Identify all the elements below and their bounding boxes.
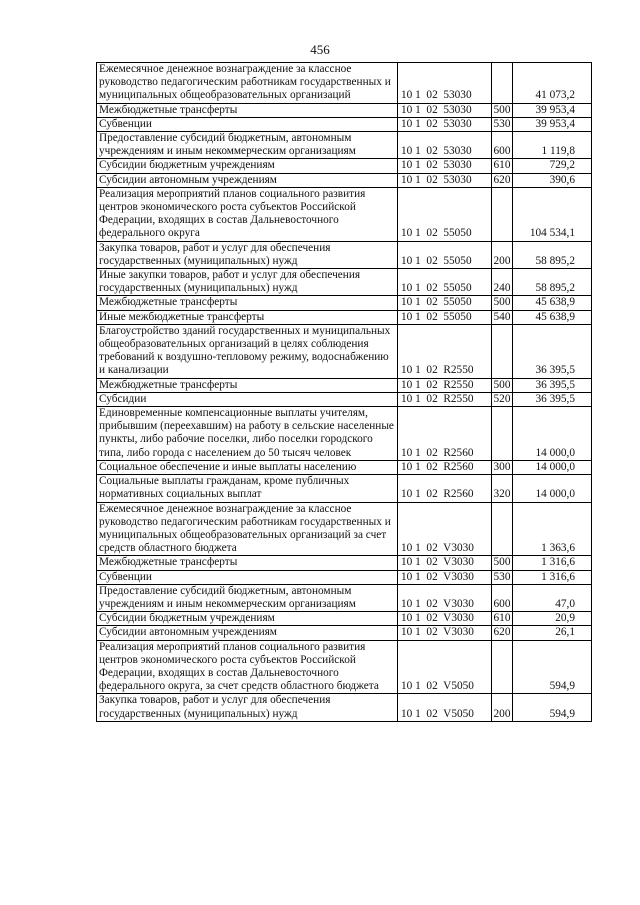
row-name-cell: Единовременные компенсационные выплаты учителям, прибывшим (переехавшим) на работу в сельские населенные пункты, либо рабочие поселки, либо поселки городского типа, либо города с населением до 50 тысяч человек [97,407,398,461]
table-row [97,612,592,626]
row-name-cell: Субсидии автономным учреждениям [97,626,398,640]
row-sum-cell: 1 316,6 [513,570,592,584]
row-sum-cell: 14 000,0 [513,475,592,502]
row-code-cell: 10 1 02 V3030 [398,556,492,570]
budget-table [96,62,592,722]
row-expense-type-cell [492,324,513,378]
table-row [97,626,592,640]
row-code-cell: 10 1 02 53030 [398,63,492,104]
table-row [97,173,592,187]
row-sum-cell: 45 638,9 [513,310,592,324]
row-expense-type-cell [492,640,513,694]
row-name-cell: Иные межбюджетные трансферты [97,310,398,324]
row-name-cell: Ежемесячное денежное вознаграждение за классное руководство педагогическим работникам государственных и муниципальных общеобразовательных организаций [97,63,398,104]
row-code-cell: 10 1 02 R2550 [398,378,492,392]
row-expense-type-cell: 530 [492,570,513,584]
row-name-cell: Межбюджетные трансферты [97,378,398,392]
row-expense-type-cell: 500 [492,296,513,310]
row-name-cell: Субсидии автономным учреждениям [97,173,398,187]
row-expense-type-cell [492,63,513,104]
row-sum-cell: 14 000,0 [513,460,592,474]
row-code-cell: 10 1 02 V3030 [398,570,492,584]
row-expense-type-cell: 520 [492,392,513,406]
row-expense-type-cell [492,187,513,241]
row-expense-type-cell: 600 [492,132,513,159]
row-name-cell: Благоустройство зданий государственных и муниципальных общеобразовательных организаций в целях соблюдения требований к воздушно-тепловому режиму, водоснабжению и канализации [97,324,398,378]
row-expense-type-cell: 300 [492,460,513,474]
row-code-cell: 10 1 02 53030 [398,173,492,187]
row-name-cell: Иные закупки товаров, работ и услуг для обеспечения государственных (муниципальных) нужд [97,269,398,296]
row-code-cell: 10 1 02 V5050 [398,640,492,694]
row-code-cell: 10 1 02 53030 [398,117,492,131]
row-expense-type-cell: 600 [492,584,513,611]
table-row [97,694,592,721]
row-name-cell: Предоставление субсидий бюджетным, автономным учреждениям и иным некоммерческим организациям [97,584,398,611]
row-name-cell: Субвенции [97,570,398,584]
row-code-cell: 10 1 02 V3030 [398,584,492,611]
row-code-cell: 10 1 02 R2560 [398,460,492,474]
row-expense-type-cell [492,502,513,556]
row-code-cell: 10 1 02 55050 [398,296,492,310]
row-code-cell: 10 1 02 V5050 [398,694,492,721]
row-sum-cell: 36 395,5 [513,378,592,392]
row-sum-cell: 729,2 [513,159,592,173]
table-row [97,241,592,268]
row-sum-cell: 1 363,6 [513,502,592,556]
row-expense-type-cell: 500 [492,556,513,570]
table-row [97,640,592,694]
row-name-cell: Субсидии [97,392,398,406]
row-name-cell: Межбюджетные трансферты [97,296,398,310]
row-code-cell: 10 1 02 V3030 [398,626,492,640]
row-sum-cell: 39 953,4 [513,103,592,117]
table-row [97,132,592,159]
row-name-cell: Субсидии бюджетным учреждениям [97,159,398,173]
row-expense-type-cell [492,407,513,461]
row-sum-cell: 594,9 [513,640,592,694]
row-sum-cell: 36 395,5 [513,324,592,378]
table-row [97,460,592,474]
row-expense-type-cell: 320 [492,475,513,502]
budget-table-body [97,63,592,722]
row-code-cell: 10 1 02 V3030 [398,502,492,556]
row-name-cell: Реализация мероприятий планов социального развития центров экономического роста субъектов Российской Федерации, входящих в состав Дальневосточного федерального округа [97,187,398,241]
table-row [97,187,592,241]
row-name-cell: Субсидии бюджетным учреждениям [97,612,398,626]
row-code-cell: 10 1 02 V3030 [398,612,492,626]
row-name-cell: Социальное обеспечение и иные выплаты населению [97,460,398,474]
row-expense-type-cell: 200 [492,694,513,721]
table-row [97,310,592,324]
row-code-cell: 10 1 02 R2550 [398,324,492,378]
row-sum-cell: 104 534,1 [513,187,592,241]
row-code-cell: 10 1 02 53030 [398,159,492,173]
row-expense-type-cell: 240 [492,269,513,296]
row-code-cell: 10 1 02 R2560 [398,475,492,502]
row-name-cell: Ежемесячное денежное вознаграждение за классное руководство педагогическим работникам государственных и муниципальных общеобразовательных организаций за счет средств областного бюджета [97,502,398,556]
row-sum-cell: 41 073,2 [513,63,592,104]
row-sum-cell: 45 638,9 [513,296,592,310]
row-sum-cell: 58 895,2 [513,241,592,268]
row-expense-type-cell: 200 [492,241,513,268]
table-row [97,378,592,392]
table-row [97,269,592,296]
row-sum-cell: 390,6 [513,173,592,187]
row-code-cell: 10 1 02 55050 [398,269,492,296]
table-row [97,117,592,131]
row-sum-cell: 26,1 [513,626,592,640]
row-code-cell: 10 1 02 53030 [398,103,492,117]
row-code-cell: 10 1 02 55050 [398,241,492,268]
row-name-cell: Социальные выплаты гражданам, кроме публичных нормативных социальных выплат [97,475,398,502]
row-expense-type-cell: 610 [492,159,513,173]
row-sum-cell: 47,0 [513,584,592,611]
row-name-cell: Межбюджетные трансферты [97,556,398,570]
table-row [97,475,592,502]
row-code-cell: 10 1 02 55050 [398,310,492,324]
row-sum-cell: 36 395,5 [513,392,592,406]
table-row [97,296,592,310]
row-code-cell: 10 1 02 R2550 [398,392,492,406]
row-name-cell: Субвенции [97,117,398,131]
row-name-cell: Межбюджетные трансферты [97,103,398,117]
table-row [97,392,592,406]
table-row [97,63,592,104]
table-row [97,103,592,117]
table-row [97,570,592,584]
row-code-cell: 10 1 02 53030 [398,132,492,159]
row-name-cell: Закупка товаров, работ и услуг для обеспечения государственных (муниципальных) нужд [97,241,398,268]
row-sum-cell: 1 316,6 [513,556,592,570]
row-sum-cell: 14 000,0 [513,407,592,461]
row-code-cell: 10 1 02 55050 [398,187,492,241]
row-expense-type-cell: 530 [492,117,513,131]
table-row [97,584,592,611]
row-name-cell: Закупка товаров, работ и услуг для обеспечения государственных (муниципальных) нужд [97,694,398,721]
row-code-cell: 10 1 02 R2560 [398,407,492,461]
row-expense-type-cell: 620 [492,173,513,187]
row-expense-type-cell: 500 [492,103,513,117]
table-row [97,556,592,570]
table-row [97,324,592,378]
table-row [97,407,592,461]
row-expense-type-cell: 620 [492,626,513,640]
row-sum-cell: 1 119,8 [513,132,592,159]
row-sum-cell: 594,9 [513,694,592,721]
table-row [97,502,592,556]
row-expense-type-cell: 500 [492,378,513,392]
row-expense-type-cell: 540 [492,310,513,324]
row-sum-cell: 20,9 [513,612,592,626]
page-number: 456 [310,42,330,57]
table-row [97,159,592,173]
row-sum-cell: 58 895,2 [513,269,592,296]
row-expense-type-cell: 610 [492,612,513,626]
row-name-cell: Реализация мероприятий планов социального развития центров экономического роста субъектов Российской Федерации, входящих в состав Дальневосточного федерального округа, за счет средств областного бюджета [97,640,398,694]
row-sum-cell: 39 953,4 [513,117,592,131]
row-name-cell: Предоставление субсидий бюджетным, автономным учреждениям и иным некоммерческим организациям [97,132,398,159]
